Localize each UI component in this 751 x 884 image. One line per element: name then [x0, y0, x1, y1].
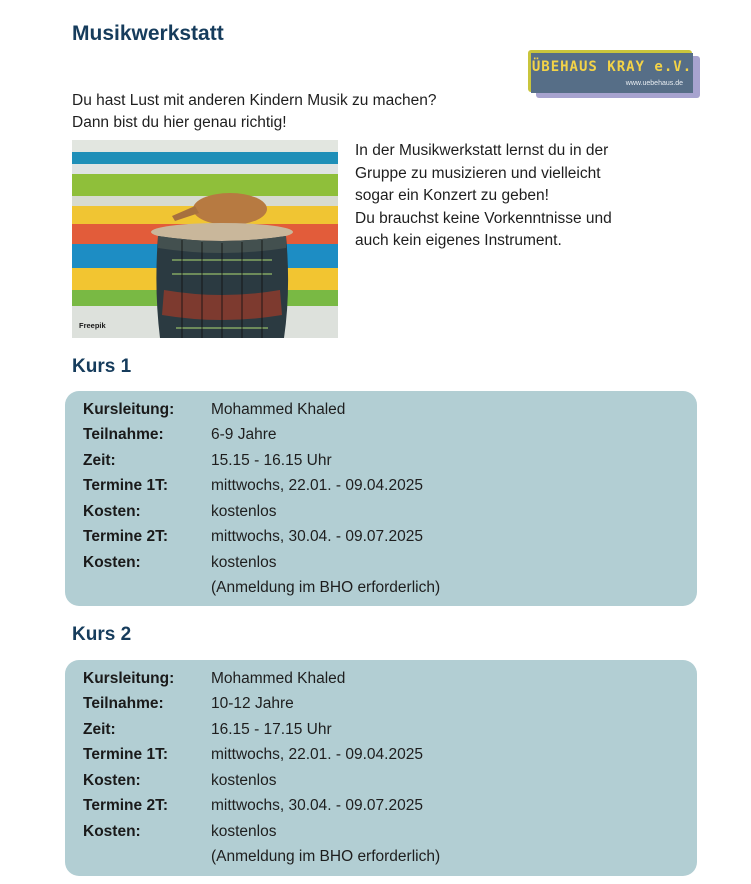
- intro-text: [72, 90, 436, 134]
- description-line: auch kein eigenes Instrument.: [355, 232, 562, 249]
- course-title: Kurs 1: [72, 356, 132, 377]
- intro-line: Dann bist du hier genau richtig!: [72, 114, 287, 131]
- logo-url: www.uebehaus.de: [625, 80, 683, 87]
- logo-name: ÜBEHAUS KRAY e.V.: [531, 59, 693, 75]
- intro-line: Du hast Lust mit anderen Kindern Musik zu machen?: [72, 92, 437, 109]
- info-value: kostenlos: [211, 503, 277, 520]
- info-label: Zeit:: [83, 721, 116, 738]
- description-line: sogar ein Konzert zu geben!: [355, 187, 549, 204]
- info-label: Termine 1T:: [83, 477, 168, 494]
- info-value: 6-9 Jahre: [211, 426, 277, 443]
- info-value: kostenlos: [211, 772, 277, 789]
- page-title: Musikwerkstatt: [72, 22, 224, 45]
- info-value: Mohammed Khaled: [211, 670, 346, 687]
- info-value: mittwochs, 22.01. - 09.04.2025: [211, 746, 423, 763]
- info-value: (Anmeldung im BHO erforderlich): [211, 848, 441, 865]
- description-line: In der Musikwerkstatt lernst du in der: [355, 142, 609, 159]
- info-value: (Anmeldung im BHO erforderlich): [211, 579, 441, 596]
- info-label: Kosten:: [83, 772, 141, 789]
- description-line: Gruppe zu musizieren und vielleicht: [355, 164, 601, 182]
- info-label: Termine 2T:: [83, 797, 168, 814]
- course-info-box: [65, 660, 697, 876]
- info-label: Kosten:: [83, 823, 141, 840]
- info-value: kostenlos: [211, 823, 277, 840]
- description-line: Du brauchst keine Vorkenntnisse und: [355, 209, 612, 227]
- info-value: mittwochs, 30.04. - 09.07.2025: [211, 797, 423, 814]
- info-value: mittwochs, 30.04. - 09.07.2025: [211, 528, 423, 545]
- drum-icon: [72, 140, 338, 338]
- info-value: kostenlos: [211, 554, 277, 571]
- uebehaus-logo: [528, 50, 700, 100]
- info-label: Zeit:: [83, 452, 116, 469]
- info-label: Kursleitung:: [83, 401, 175, 418]
- info-label: Termine 2T:: [83, 528, 168, 545]
- drum-photo: [72, 140, 338, 338]
- course-title: Kurs 2: [72, 624, 132, 645]
- info-value: mittwochs, 22.01. - 09.04.2025: [211, 477, 423, 494]
- description-text: [355, 140, 612, 253]
- info-label: Termine 1T:: [83, 746, 168, 763]
- image-credit: Freepik: [79, 321, 106, 330]
- info-value: 15.15 - 16.15 Uhr: [211, 452, 332, 469]
- info-label: Teilnahme:: [83, 695, 164, 712]
- info-value: 10-12 Jahre: [211, 695, 294, 712]
- info-label: Teilnahme:: [83, 426, 164, 443]
- info-value: Mohammed Khaled: [211, 401, 346, 418]
- info-label: Kosten:: [83, 554, 141, 571]
- info-value: 16.15 - 17.15 Uhr: [211, 721, 332, 738]
- info-label: Kosten:: [83, 503, 141, 520]
- course-info-box: [65, 391, 697, 606]
- info-label: Kursleitung:: [83, 670, 175, 687]
